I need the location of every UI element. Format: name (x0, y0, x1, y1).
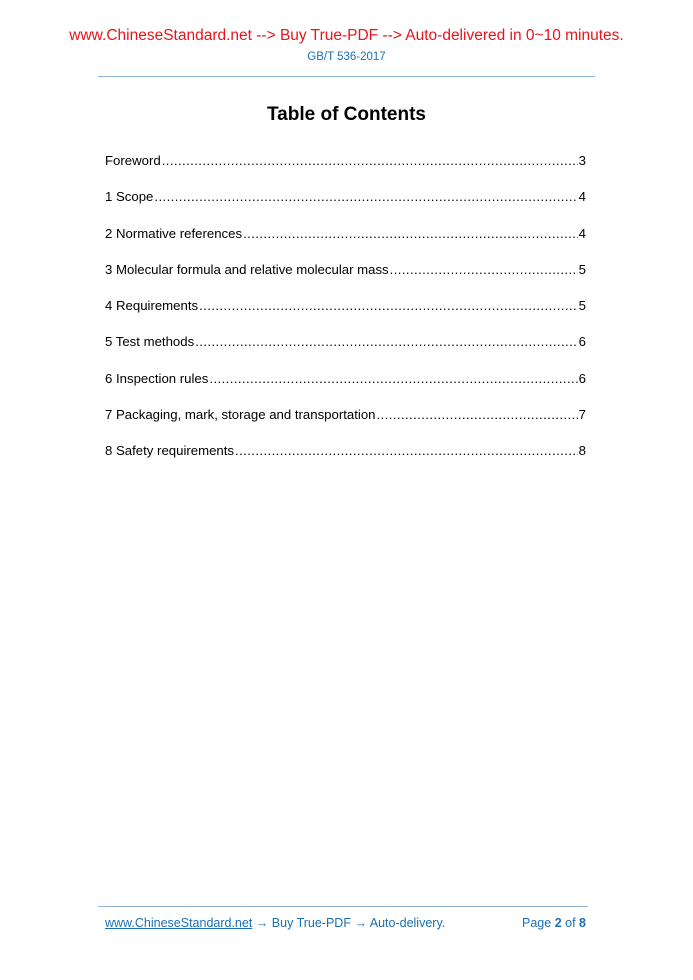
toc-entry-page: 8 (578, 443, 586, 459)
toc-entry-label: 3 Molecular formula and relative molecular mass (105, 261, 389, 277)
toc-leader-dots (162, 153, 578, 168)
toc-entry-foreword[interactable] (105, 153, 586, 189)
page-of: of (565, 916, 576, 930)
toc-entry-label: Foreword (105, 153, 161, 168)
page-total: 8 (579, 916, 586, 930)
toc-entry-page: 5 (578, 298, 586, 314)
table-of-contents (105, 153, 586, 480)
footer-buy-text: Buy True-PDF (271, 916, 351, 930)
toc-leader-dots (195, 334, 577, 349)
toc-entry-label: 6 Inspection rules (105, 370, 209, 386)
page-number (522, 916, 586, 930)
promo-banner[interactable]: www.ChineseStandard.net --> Buy True-PDF --> Auto-delivered in 0~10 minutes. (69, 27, 624, 44)
header-divider (98, 76, 595, 77)
arrow-right-icon: → (354, 916, 367, 930)
footer-divider (98, 906, 588, 907)
toc-entry-molecular-formula[interactable] (105, 262, 586, 298)
toc-entry-inspection-rules[interactable] (105, 371, 586, 407)
page-prefix: Page (522, 916, 552, 930)
toc-entry-page: 4 (578, 189, 586, 205)
toc-leader-dots (377, 407, 578, 422)
toc-leader-dots (235, 443, 578, 458)
toc-entry-label: 1 Scope (105, 189, 154, 205)
toc-entry-page: 6 (578, 334, 586, 350)
toc-leader-dots (154, 189, 577, 204)
toc-leader-dots (390, 262, 578, 277)
footer-promo (105, 916, 445, 930)
toc-entry-label: 2 Normative references (105, 225, 243, 241)
toc-entry-page: 5 (578, 261, 586, 277)
arrow-right-icon: → (255, 916, 269, 930)
footer-delivery-text: Auto-delivery. (369, 916, 446, 930)
toc-entry-label: 5 Test methods (105, 334, 195, 350)
toc-entry-packaging[interactable] (105, 407, 586, 443)
toc-title: Table of Contents (266, 104, 427, 125)
toc-leader-dots (199, 298, 578, 313)
toc-leader-dots (209, 371, 577, 386)
toc-entry-label: 8 Safety requirements (105, 443, 235, 459)
standard-code: GB/T 536-2017 (307, 51, 386, 63)
toc-entry-page: 6 (578, 370, 586, 386)
toc-entry-page: 4 (578, 225, 586, 241)
toc-entry-page: 7 (578, 407, 586, 423)
toc-leader-dots (243, 226, 578, 241)
toc-entry-safety-requirements[interactable] (105, 443, 586, 479)
page-footer (105, 916, 586, 932)
footer-site-link[interactable]: www.ChineseStandard.net (105, 916, 253, 930)
toc-entry-label: 7 Packaging, mark, storage and transportation (105, 407, 376, 423)
toc-entry-page: 3 (578, 153, 586, 168)
toc-entry-normative-references[interactable] (105, 226, 586, 262)
toc-entry-label: 4 Requirements (105, 298, 199, 314)
page-current: 2 (554, 916, 562, 930)
toc-entry-scope[interactable] (105, 189, 586, 225)
toc-entry-requirements[interactable] (105, 298, 586, 334)
toc-entry-test-methods[interactable] (105, 334, 586, 370)
